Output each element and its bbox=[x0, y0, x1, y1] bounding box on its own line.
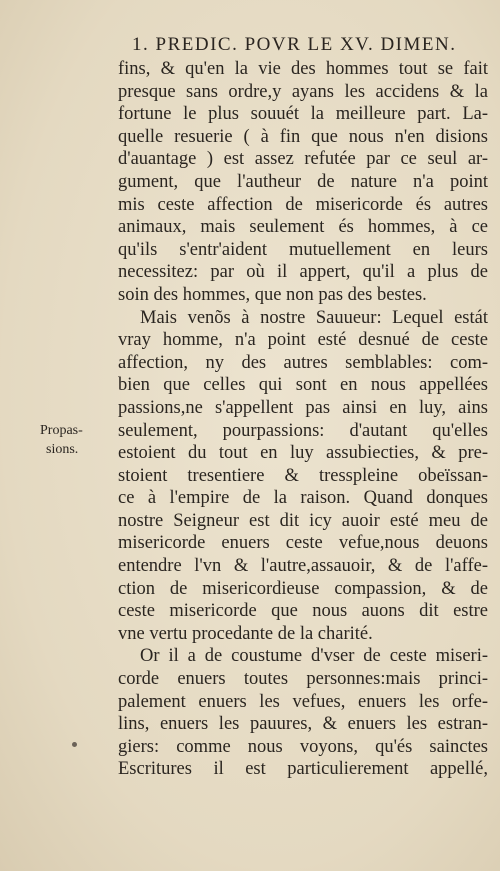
text-line: soin des hommes, que non pas des bestes. bbox=[118, 284, 427, 305]
marginal-note-line: Propas- bbox=[40, 423, 83, 438]
text-line: d'auantage ) est assez refutée par ce seul ar- bbox=[118, 149, 488, 170]
body-text bbox=[118, 58, 488, 781]
text-line: presque sans ordre,y ayans les accidens & la bbox=[118, 81, 488, 102]
text-line: ceste misericorde que nous auons dit estre bbox=[118, 601, 488, 622]
text-line: nostre Seigneur est dit icy auoir esté meu de bbox=[118, 510, 488, 531]
running-header: 1. PREDIC. POVR LE XV. DIMEN. bbox=[132, 34, 457, 55]
text-line: misericorde enuers ceste vefue,nous deuons bbox=[118, 533, 488, 554]
text-line: gument, que l'autheur de nature n'a point bbox=[118, 171, 488, 192]
text-line: vne vertu procedante de la charité. bbox=[118, 623, 373, 644]
text-line: fortune le plus souuét la meilleure part. La- bbox=[118, 104, 488, 125]
text-line: mis ceste affection de misericorde és autres bbox=[118, 194, 488, 215]
text-line: qu'ils s'entr'aident mutuellement en leurs bbox=[118, 239, 488, 260]
text-line: stoient tresentiere & tresspleine obeïssan- bbox=[118, 465, 488, 486]
text-line: seulement, pourpassions: d'autant qu'elles bbox=[118, 420, 488, 441]
text-line: quelle resuerie ( à fin que nous n'en disions bbox=[118, 126, 488, 147]
text-line: affection, ny des autres semblables: com- bbox=[118, 352, 488, 373]
marginal-note-line: sions. bbox=[46, 442, 79, 457]
text-line: Escritures il est particulierement appellé, bbox=[118, 759, 488, 780]
text-line: bien que celles qui sont en nous appellées bbox=[118, 375, 488, 396]
text-line: ction de misericordieuse compassion, & de bbox=[118, 578, 488, 599]
text-line: corde enuers toutes personnes:mais princi- bbox=[118, 669, 488, 690]
text-line: giers: comme nous voyons, qu'és sainctes bbox=[118, 736, 488, 757]
text-line: fins, & qu'en la vie des hommes tout se fait bbox=[118, 59, 488, 79]
text-line: animaux, mais seulement és hommes, à ce bbox=[118, 217, 488, 238]
text-line: necessitez: par où il appert, qu'il a plus de bbox=[118, 262, 488, 283]
text-line: ce à l'empire de la raison. Quand donques bbox=[118, 488, 488, 509]
text-line: vray homme, n'a point esté desnué de ceste bbox=[118, 330, 488, 351]
text-line: Mais venõs à nostre Sauueur: Lequel estát bbox=[140, 307, 488, 328]
text-line: lins, enuers les pauures, & enuers les estran- bbox=[118, 714, 488, 735]
marginal-note bbox=[40, 421, 110, 459]
ink-dot bbox=[72, 742, 77, 747]
text-line: estoient du tout en luy assubiecties, & pre- bbox=[118, 443, 488, 464]
text-line: Or il a de coustume d'vser de ceste miseri- bbox=[140, 646, 488, 667]
text-line: entendre l'vn & l'autre,assauoir, & de l'affe- bbox=[118, 556, 488, 577]
text-line: passions,ne s'appellent pas ainsi en luy, ains bbox=[118, 397, 488, 418]
text-line: palement enuers les vefues, enuers les orfe- bbox=[118, 691, 488, 712]
